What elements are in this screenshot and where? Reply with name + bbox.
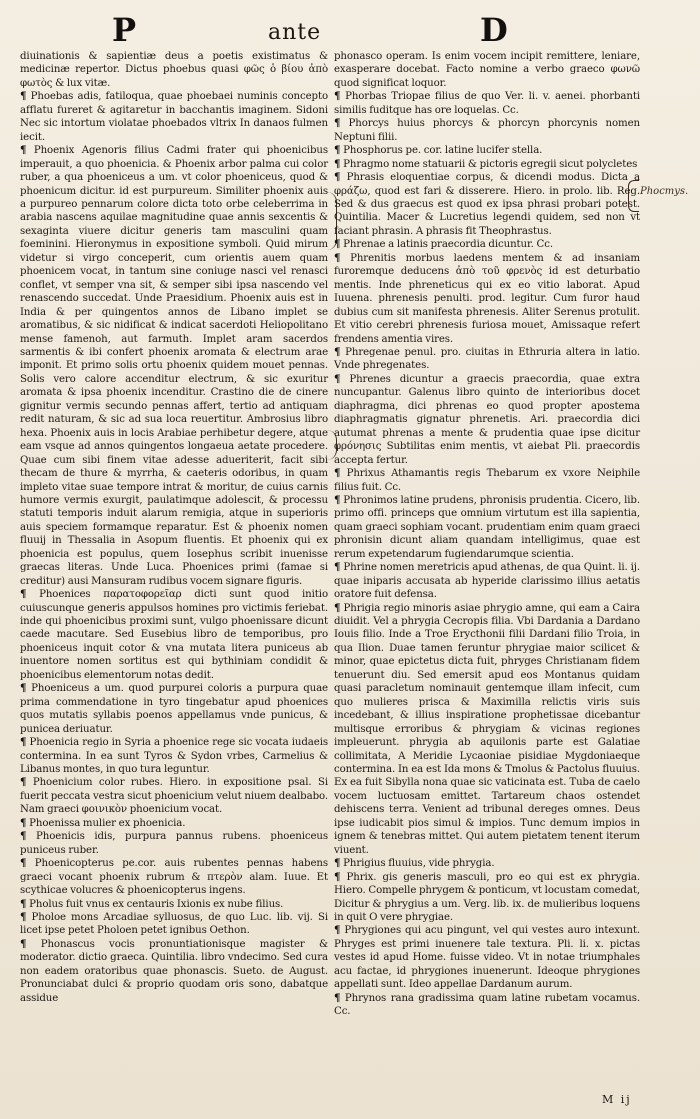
entry-body: Phrenae a latinis praecordia dicuntur. Cc. (343, 239, 553, 251)
entry-text (334, 252, 640, 346)
header-right-initial: D (480, 11, 508, 49)
entry-body: Phrasis eloquentiae corpus, & dicendi modus. Dicta a φράζω, quod est fari & disserere. Hiero. in prolo. lib. Reg. Sed & dus graecus est quod ex ipsa phrasi probari potest. Quintilia. Macer & Lucretius legendi quidem, sed non vt faciant phrasin. A phrasis fit Theophrastus. (334, 172, 640, 237)
paragraph-mark-icon: ¶ (334, 144, 341, 157)
entry-body: Phoenicium color rubes. Hiero. in expositione psal. Si fuerit peccata vestra sicut phoenicium velut niuem dealbabo. Nam graeci φοινικὸν phoenicium vocat. (20, 777, 328, 816)
entry-text (20, 736, 328, 776)
entry-body: Phrixus Athamantis regis Thebarum ex vxore Neiphile filius fuit. Cc. (334, 468, 640, 493)
paragraph-mark-icon: ¶ (20, 736, 27, 749)
paragraph-mark-icon: ¶ (20, 857, 27, 870)
entry-body: Phrix. gis generis masculi, pro eo qui est ex phrygia. Hiero. Compelle phrygem & ponticum, vt locustam comedat, Dicitur & phrygius a um. Verg. lib. ix. de mulieribus loquens in quit O vere phrygiae. (334, 871, 640, 923)
entry-text (20, 90, 328, 144)
entry-body: Pholoe mons Arcadiae sylluosus, de quo Luc. lib. vij. Si licet ipse petet Pholoen petet ignibus Oethon. (20, 912, 328, 937)
entry-text (334, 373, 640, 467)
entry-body: Phoenissa mulier ex phoenicia. (29, 817, 186, 829)
entry-text (334, 346, 640, 373)
entry-text (334, 238, 640, 251)
entry-body: Phorbas Triopae filius de quo Ver. li. v. aenei. phorbanti similis fuditque has ore loquelas. Cc. (334, 91, 640, 116)
entry-body: Phoenicia regio in Syria a phoenice rege sic vocata iudaeis contermina. In ea sunt Tyros & Sydon vrbes, Carmelius & Libanus montes, in quo tura leguntur. (20, 737, 328, 776)
entry-text (20, 857, 328, 897)
entry-text: diuinationis & sapientiæ deus a poetis existimatus & medicinæ repertor. Dictus phoebus quasi φῶς ὁ βίου ἀπὸ φωτὸς & lux vitæ. (20, 51, 328, 89)
paragraph-mark-icon: ¶ (20, 816, 27, 829)
entry-body: Phoenix Agenoris filius Cadmi frater qui phoenicibus imperauit, a quo phoenicia. & Phoenix arbor palma cui color ruber, a qua phoeniceus a um. vt color phoeniceus, quod & phoenicum dicitur. id est purpureum. Similiter phoenix auis a purpureo pennarum colore dicta toto orbe celeberrima in arabia nascens aquilae magnitudine quae annis sexcentis & sexaginta viuere dicitur generis tam masculini quam foeminini. Hieronymus in expositione symboli. Quid mirum videtur si virgo conceperit, cum orientis auem quam phoenicem vocat, in tantum sine coniuge nasci vel renasci conflet, vt semper vna sit, & semper sibi ipsa nascendo vel renascendo succedat. Unde Praesidium. Phoenix auis est in India & per quingentos annos de Libano implet se aromatibus, & sic nidificat & indicat sacerdoti Heliopolitano mense famenoh, aut farmuth. Implet aram sacerdos sarmentis & ibi confert phoenix aromata & electrum arae imponit. Et primo solis ortu phoenix quidem mouet pennas. Solis vero calore accenditur electrum, & sic exuritur aromata & ipsa phoenix incenditur. Crastino die de cinere gignitur vermis secundo pennas affert, tertio ad antiquam redit naturam, & sic ad sua loca reuertitur. Ambrosius libro hexa. Phoenix auis in locis Arabiae perhibetur degere, atque eam vsque ad annos quingentos longaeua aetate procedere. Quae cum sibi finem vitae adesse adueriterit, facit sibi thecam de thure & myrrha, & caeteris odoribus, in quam impleto vitae suae tempore intrat & moritur, de cuius carnis humore vermis exurgit, paulatimque adolescit, & processu statuti temporis induit alarum remigia, atque in superioris auis speciem formamque reparatur. Est & phoenix nomen fluuij in Thessalia in Asopum fluentis. Et phoenix qui ex phoenicia est populus, quem Iosephus scribit inuenisse graecas literas. Unde Luca. Phoenices primi (famae si creditur) ausi Mansuram rudibus vocem signare figuris. (20, 145, 328, 587)
entry-body: Phrenitis morbus laedens mentem & ad insaniam furoremque deducens ἀπὸ τοῦ φρενὸς id est deturbatio mentis. Inde phreneticus qui ex eo vitio laborat. Apud Iuuena. phrenesis penulti. prod. legitur. Cum furor haud dubius cum sit manifesta phrenesis. Aliter Serenus protulit. Et vitio cerebri phrenesis furiosa mouet, Amissaque refert frendens amentia vires. (334, 252, 640, 345)
entry-body: Phoenicopterus pe.cor. auis rubentes pennas habens graeci vocant phoenix rubrum & πτερὸν alam. Iuue. Et scythicae volucres & phoenicopterus ingens. (20, 858, 329, 897)
entry-text (334, 144, 640, 157)
entry-text (20, 911, 328, 938)
entry-body: Phrigius fluuius, vide phrygia. (343, 858, 495, 870)
paragraph-mark-icon: ¶ (20, 90, 27, 103)
entry-body: Phrine nomen meretricis apud athenas, de qua Quint. li. ij. quae iniparis accusata ab hyperide clarissimo illius aetatis oratore fuit defensa. (334, 562, 640, 601)
entry-body: Phrygiones qui acu pingunt, vel qui vestes auro intexunt. Phryges est primi inuenere tale textura. Pli. li. x. pictas vestes id apud Home. fuisse video. Vt in notae triumphales acu factae, id phrygiones inuenerunt. Ideoque phrygiones appellati sunt. Ideo appellae Dardanum aurum. (334, 925, 640, 991)
paragraph-mark-icon: ¶ (334, 90, 341, 103)
paragraph-mark-icon: ¶ (334, 157, 341, 170)
entry-body: Phrigia regio minoris asiae phrygio amne, qui eam a Caira diuidit. Vel a phrygia Cecropis filia. Vbi Dardania a Dardano Iouis filio. Inde a Troe Erycthonii filii Dardani filio Troia, in qua Ilion. Duae tamen feruntur phrygiae maior scilicet & minor, quae epictetus dicta fuit, phryges Christianam fidem tenuerunt diu. Sed emersit apud eos Montanus quidam quasi paracletum nominauit gentemque illam infecit, cum quo mulieres prisca & Maximilla relictis viris suis incedebant, & illius inspiratione prophetissae dicebantur multisque erroribus & phrygiam & vicinas regiones impleuerunt. phrygia ab aquilonis parte est Galatiae collimitata, A Meridie Lycaoniae pisidiae Mygdoniaeque contermina. In ea est Ida mons & Tmolus & Pactolus fluuius. Ex ea fuit Sibylla nona quae sic vaticinata est. Tuba de caelo vocem luctuosam emittet. Tartareum chaos ostendet dehiscens terra. Venient ad tribunal dereges omnes. Deus ipse iudicabit pios simul & impios. Tunc demum impios in ignem & tenebras mittet. Qui autem pietatem tenent iterum viuent. (334, 602, 640, 856)
paragraph-mark-icon: ¶ (20, 897, 27, 910)
entry-text (334, 171, 640, 238)
paragraph-mark-icon: ¶ (334, 238, 341, 251)
entry-text (20, 776, 328, 816)
entry-body: Phonascus vocis pronuntiationisque magister & moderator. dictio graeca. Quintilia. libro vndecimo. Sed cura non eadem oratoribus quae phonascis. Sueto. de August. Pronunciabat dulci & proprio quodam oris sono, dabatque assidue (20, 938, 328, 1004)
entry-text (334, 158, 640, 171)
margin-bracket (628, 180, 639, 212)
paragraph-mark-icon: ¶ (20, 911, 27, 923)
paragraph-mark-icon: ¶ (334, 561, 341, 574)
entry-body: Phoenices παρατοφορεῖαρ dicti sunt quod initio cuiuscunque generis appulsos homines pro victimis feriebat. inde qui phoenicibus proximi sunt, vulgo phoenissare dicunt caede macutare. Sed Eusebius libro de temporibus, pro phoeniceus inquit cotor & vna mutata litera puniceus ab inuentore nomen sortitus est qui bythiniam condidit & phoenicibus elementorum notas dedit. (20, 589, 328, 681)
paragraph-mark-icon: ¶ (334, 991, 341, 1004)
entry-text (20, 144, 328, 588)
header-left-initial: P (112, 11, 137, 49)
signature-mark: M ij (602, 1093, 632, 1106)
paragraph-mark-icon: ¶ (20, 144, 27, 157)
entry-body: Phrynos rana gradissima quam latine rubetam vocamus. Cc. (334, 992, 640, 1018)
header-title: ante (268, 20, 322, 45)
paragraph-mark-icon: ¶ (334, 601, 341, 614)
paragraph-mark-icon: ¶ (334, 251, 341, 264)
entry-body: Phosphorus pe. cor. latine lucifer stella. (343, 145, 543, 157)
entry-text (334, 117, 640, 144)
entry-body: Phregenae penul. pro. ciuitas in Ethruria altera in latio. Vnde phregenates. (334, 346, 640, 372)
paragraph-mark-icon: ¶ (334, 345, 341, 358)
entry-text (334, 857, 640, 870)
entry-text (334, 561, 640, 601)
entry-text (334, 467, 640, 494)
entry-text (334, 494, 640, 561)
paragraph-mark-icon: ¶ (334, 467, 341, 480)
entry-text (334, 992, 640, 1019)
right-column (334, 50, 640, 1019)
paragraph-mark-icon: ¶ (20, 937, 27, 950)
paragraph-mark-icon: ¶ (20, 682, 27, 695)
paragraph-mark-icon: ¶ (334, 857, 341, 870)
entry-text (20, 898, 328, 911)
entry-body: Phoeniceus a um. quod purpurei coloris a purpura quae prima commendatione in tyro tingebatur apud phoenices quos mutatis syllabis poenos appellamus vnde punicus, & punicea deriuatur. (20, 683, 328, 735)
entry-body: Phorcys huius phorcys & phorcyn phorcynis nomen Neptuni filii. (334, 118, 640, 143)
paragraph-mark-icon: ¶ (334, 171, 341, 184)
entry-text: phonasco operam. Is enim vocem incipit remittere, leniare, exasperare docebat. Facto nomine a verbo graeco φωνῶ quod significat loquor. (334, 51, 640, 89)
paragraph-mark-icon: ¶ (20, 588, 27, 601)
entry-body: Phronimos latine prudens, phronisis prudentia. Cicero, lib. primo offi. princeps que omnium virtutum est illa sapientia, quam graeci sophiam vocant. prudentiam enim quam graeci phronisin dicunt aliam quandam intelligimus, quae est rerum expetendarum fugiendarumque scientia. (334, 494, 640, 560)
paragraph-mark-icon: ¶ (334, 924, 341, 937)
paragraph-mark-icon: ¶ (20, 776, 27, 789)
entry-text (334, 924, 640, 991)
entry-body: Pholus fuit vnus ex centauris Ixionis ex nube filius. (29, 898, 284, 910)
paragraph-mark-icon: ¶ (334, 117, 341, 130)
entry-text (20, 830, 328, 857)
entry-text (20, 817, 328, 830)
entry-body: Phoebas adis, fatiloqua, quae phoebaei numinis concepto afflatu fureret & agitaretur in bacchantis imaginem. Sidoni Nec sic intortum violatae phoebados vltrix In danaos fulmen iecit. (20, 91, 328, 143)
entry-body: Phoenicis idis, purpura pannus rubens. phoeniceus puniceus ruber. (20, 831, 328, 856)
running-header (0, 10, 700, 50)
paragraph-mark-icon: ¶ (334, 372, 341, 385)
left-column (20, 50, 328, 1005)
entry-text (20, 588, 328, 682)
entry-text (334, 871, 640, 925)
paragraph-mark-icon: ¶ (334, 493, 341, 506)
entry-text (334, 90, 640, 117)
entry-body: Phrenes dicuntur a graecis praecordia, quae extra nuncupantur. Galenus libro quinto de interioribus docet diaphragma, dici phrenas eo quod propter apostema diaphragmatis gignatur phrenetis. Ari. praecordia dici autumat phrenas a mente & prudentia quae ipse dicitur φρόνησις Subtilitas enim mentis, vt aiebat Pli. praecordis accepta fertur. (334, 373, 640, 466)
paragraph-mark-icon: ¶ (334, 870, 341, 883)
marginal-note: Phocmys. (640, 186, 689, 197)
paragraph-mark-icon: ¶ (20, 830, 27, 843)
entry-text (334, 602, 640, 858)
entry-body: Phragmo nome statuarii & pictoris egregii sicut polycletes (343, 158, 638, 170)
entry-text (20, 682, 328, 736)
entry-text (20, 938, 328, 1005)
